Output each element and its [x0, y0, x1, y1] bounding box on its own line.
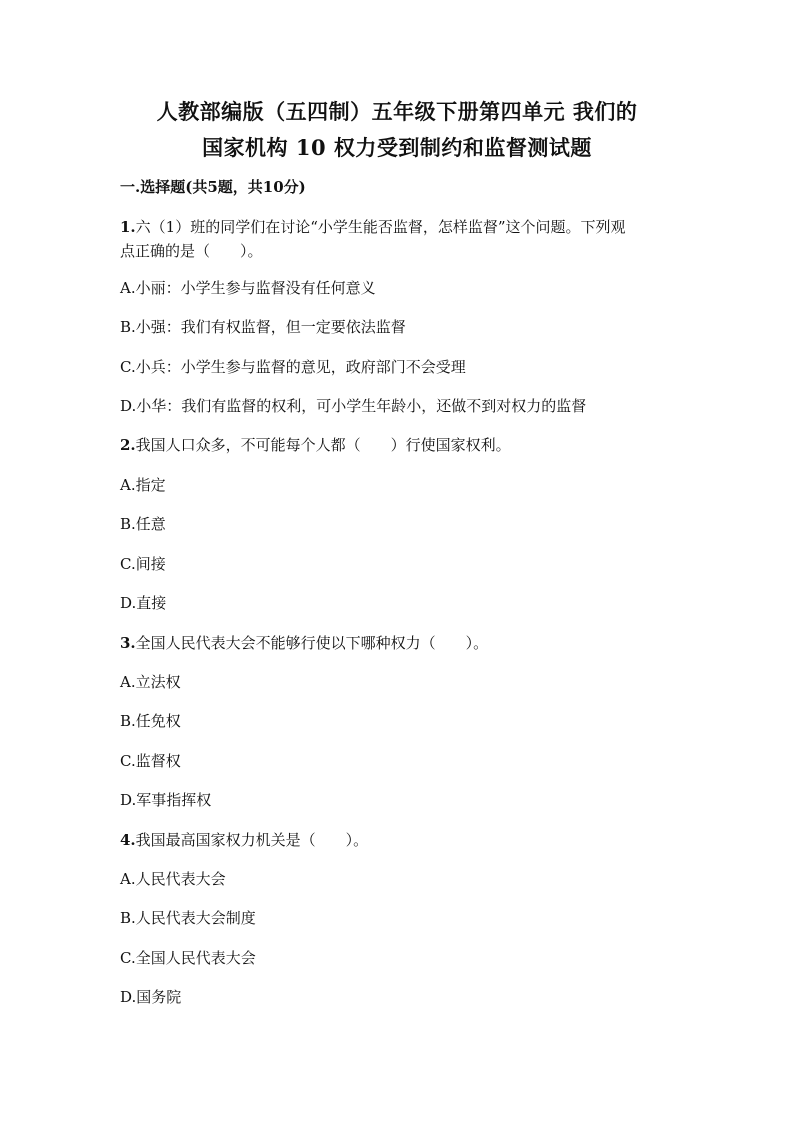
option-c: C.全国人民代表大会 — [120, 949, 256, 967]
option-a: A.人民代表大会 — [120, 870, 226, 888]
document-title — [100, 94, 694, 166]
question-2 — [120, 433, 680, 457]
title-line-1: 人教部编版（五四制）五年级下册第四单元 我们的 — [156, 99, 638, 124]
option-d: D.军事指挥权 — [120, 791, 212, 809]
section-heading: 一.选择题(共5题，共10分) — [120, 178, 306, 196]
option-b: B.任意 — [120, 515, 166, 533]
question-text: 点正确的是（ ）。 — [120, 242, 263, 260]
question-3 — [120, 631, 680, 655]
question-text: 全国人民代表大会不能够行使以下哪种权力（ ）。 — [135, 634, 489, 652]
option-b: B.小强：我们有权监督，但一定要依法监督 — [120, 318, 406, 336]
option-d: D.直接 — [120, 594, 167, 612]
question-number: 4. — [120, 831, 136, 849]
option-d: D.小华：我们有监督的权利，可小学生年龄小，还做不到对权力的监督 — [120, 397, 587, 415]
option-a: A.立法权 — [120, 673, 181, 691]
question-text: 六（1）班的同学们在讨论“小学生能否监督，怎样监督”这个问题。下列观 — [135, 218, 626, 236]
question-number: 2. — [120, 436, 136, 454]
option-a: A.指定 — [120, 476, 166, 494]
question-text: 我国人口众多，不可能每个人都（ ）行使国家权利。 — [135, 436, 511, 454]
option-c: C.间接 — [120, 555, 166, 573]
question-number: 3. — [120, 634, 136, 652]
question-number: 1. — [120, 218, 136, 236]
option-b: B.任免权 — [120, 712, 181, 730]
option-b: B.人民代表大会制度 — [120, 909, 256, 927]
title-line-2: 国家机构 10 权力受到制约和监督测试题 — [202, 135, 592, 160]
option-c: C.小兵：小学生参与监督的意见，政府部门不会受理 — [120, 358, 466, 376]
question-4 — [120, 828, 680, 852]
question-text: 我国最高国家权力机关是（ ）。 — [135, 831, 369, 849]
question-1-continued — [120, 239, 680, 263]
question-1 — [120, 215, 680, 239]
option-a: A.小丽：小学生参与监督没有任何意义 — [120, 279, 376, 297]
option-d: D.国务院 — [120, 988, 182, 1006]
option-c: C.监督权 — [120, 752, 181, 770]
